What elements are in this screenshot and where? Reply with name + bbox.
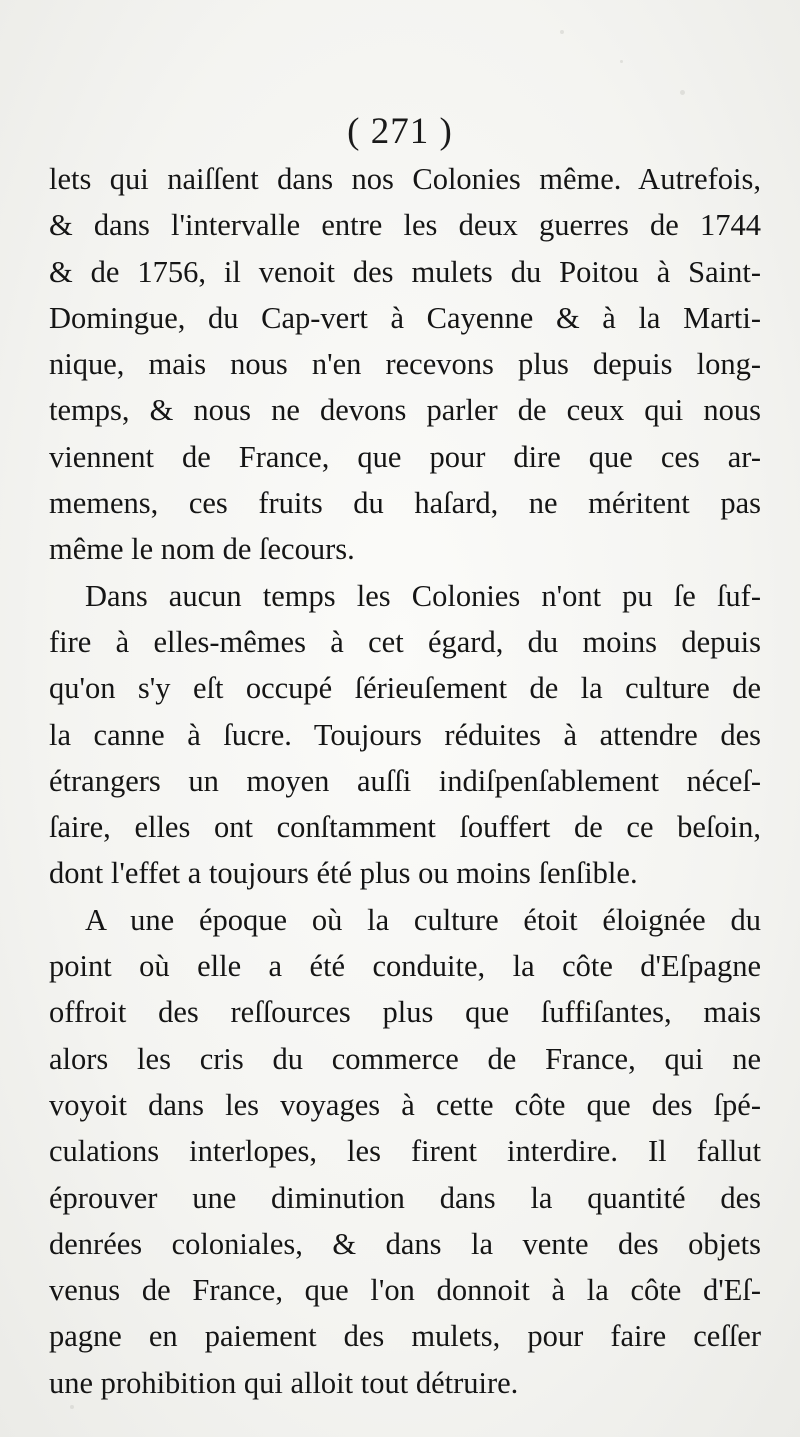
- text-line: qu'on s'y eſt occupé ſérieuſement de la culture de: [49, 671, 761, 706]
- text-line: Domingue, du Cap-vert à Cayenne & à la Marti-: [49, 300, 761, 335]
- text-line: une prohibition qui alloit tout détruire.: [49, 1365, 519, 1400]
- text-line: pagne en paiement des mulets, pour faire ceſſer: [49, 1319, 761, 1354]
- page-number: ( 271 ): [347, 111, 453, 152]
- text-line: alors les cris du commerce de France, qui ne: [49, 1041, 761, 1076]
- paragraph-1: [49, 156, 761, 573]
- text-line: & dans l'intervalle entre les deux guerres de 1744: [49, 208, 761, 243]
- text-line: Dans aucun temps les Colonies n'ont pu ſe ſuf-: [85, 578, 761, 613]
- paragraph-2: [49, 573, 761, 897]
- text-line: temps, & nous ne devons parler de ceux qui nous: [49, 393, 761, 428]
- text-line: offroit des reſſources plus que ſuffiſantes, mais: [49, 995, 761, 1030]
- text-line: & de 1756, il venoit des mulets du Poitou à Saint-: [49, 254, 761, 289]
- text-line: ſaire, elles ont conſtamment ſouffert de ce beſoin,: [49, 810, 761, 845]
- text-line: fire à elles-mêmes à cet égard, du moins depuis: [49, 624, 761, 659]
- text-line: memens, ces fruits du haſard, ne méritent pas: [49, 486, 761, 521]
- text-line: point où elle a été conduite, la côte d'Eſpagne: [49, 949, 761, 984]
- text-line: viennent de France, que pour dire que ces ar-: [49, 439, 761, 474]
- paragraph-3: [49, 897, 761, 1406]
- paper-speck: [560, 30, 564, 34]
- text-line: culations interlopes, les firent interdire. Il fallut: [49, 1134, 761, 1169]
- text-line: étrangers un moyen auſſi indiſpenſablement néceſ-: [49, 763, 761, 798]
- text-line: lets qui naiſſent dans nos Colonies même. Autrefois,: [49, 162, 761, 196]
- paper-speck: [620, 60, 623, 63]
- text-line: même le nom de ſecours.: [49, 532, 355, 567]
- text-line: denrées coloniales, & dans la vente des objets: [49, 1226, 761, 1261]
- text-line: la canne à ſucre. Toujours réduites à attendre des: [49, 717, 761, 752]
- body-text: [49, 156, 761, 1406]
- text-line: éprouver une diminution dans la quantité des: [49, 1180, 761, 1215]
- text-line: dont l'effet a toujours été plus ou moins ſenſible.: [49, 856, 638, 891]
- text-line: nique, mais nous n'en recevons plus depuis long-: [49, 347, 761, 382]
- text-line: venus de France, que l'on donnoit à la côte d'Eſ-: [49, 1273, 761, 1308]
- text-line: voyoit dans les voyages à cette côte que des ſpé-: [49, 1087, 761, 1122]
- paper-speck: [680, 90, 685, 95]
- text-line: A une époque où la culture étoit éloignée du: [85, 902, 761, 937]
